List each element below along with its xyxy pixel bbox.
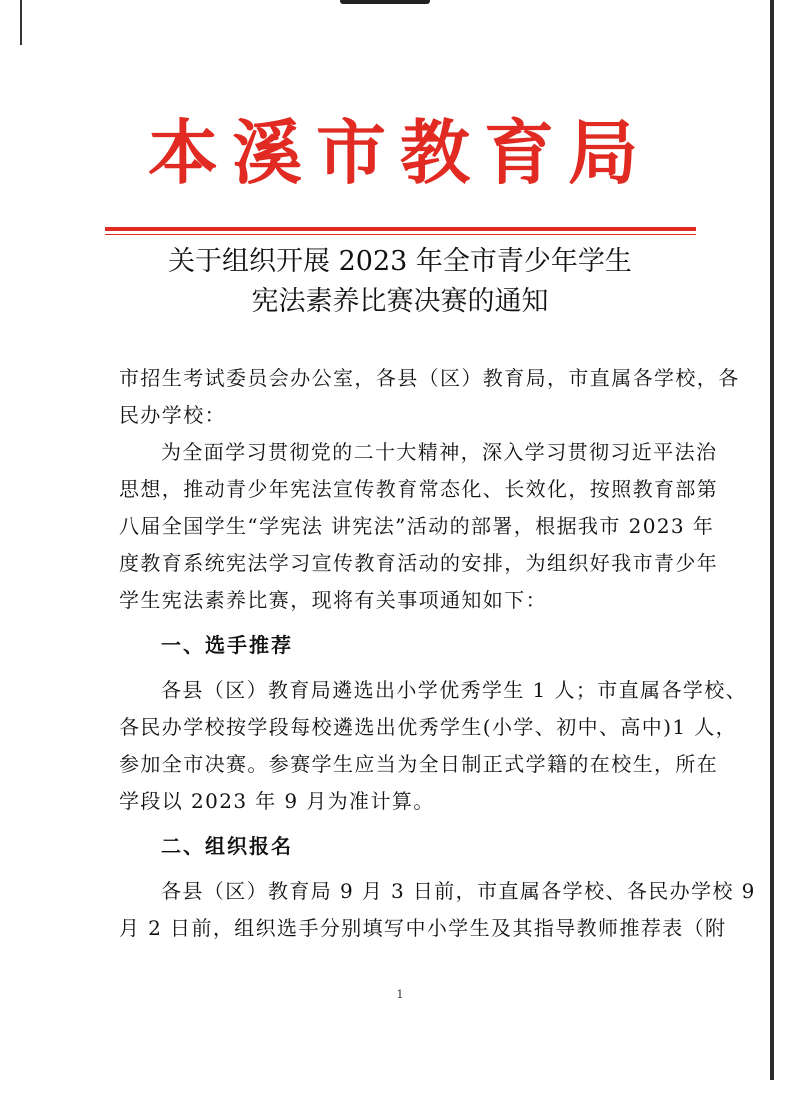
title-line-1: 关于组织开展 2023 年全市青少年学生 xyxy=(168,246,632,277)
section-heading-2: 二、组织报名 xyxy=(161,834,293,858)
section-1-line: 各县（区）教育局遴选出小学优秀学生 1 人；市直属各学校、 xyxy=(161,678,748,702)
section-heading-1: 一、选手推荐 xyxy=(161,633,293,657)
section-1-line: 参加全市决赛。参赛学生应当为全日制正式学籍的在校生，所在 xyxy=(119,752,719,776)
section-2-line: 月 2 日前，组织选手分别填写中小学生及其指导教师推荐表（附 xyxy=(119,916,727,940)
intro-line: 度教育系统宪法学习宣传教育活动的安排，为组织好我市青少年 xyxy=(119,551,719,575)
title-line-2: 宪法素养比赛决赛的通知 xyxy=(251,286,549,317)
salutation-line: 民办学校： xyxy=(119,403,226,427)
scan-artifact-top xyxy=(340,0,430,4)
intro-line: 学生宪法素养比赛，现将有关事项通知如下： xyxy=(119,588,547,612)
scan-artifact-left xyxy=(20,0,22,45)
page-number: 1 xyxy=(396,988,404,1001)
red-rule-thin xyxy=(105,234,696,235)
section-1-line: 各民办学校按学段每校遴选出优秀学生(小学、初中、高中)1 人， xyxy=(119,715,738,739)
salutation-line: 市招生考试委员会办公室，各县（区）教育局，市直属各学校，各 xyxy=(119,366,740,390)
document-title xyxy=(100,242,700,322)
issuer-header: 本溪市教育局 xyxy=(148,111,652,194)
intro-line: 为全面学习贯彻党的二十大精神，深入学习贯彻习近平法治 xyxy=(161,440,718,464)
section-2-line: 各县（区）教育局 9 月 3 日前，市直属各学校、各民办学校 9 xyxy=(161,879,756,903)
section-1-line: 学段以 2023 年 9 月为准计算。 xyxy=(119,789,435,813)
red-rule-thick xyxy=(105,227,696,231)
scan-artifact-right xyxy=(770,0,774,1080)
intro-line: 思想，推动青少年宪法宣传教育常态化、长效化，按照教育部第 xyxy=(119,477,719,501)
document-body xyxy=(119,360,756,947)
intro-line: 八届全国学生“学宪法 讲宪法”活动的部署，根据我市 2023 年 xyxy=(119,514,715,538)
